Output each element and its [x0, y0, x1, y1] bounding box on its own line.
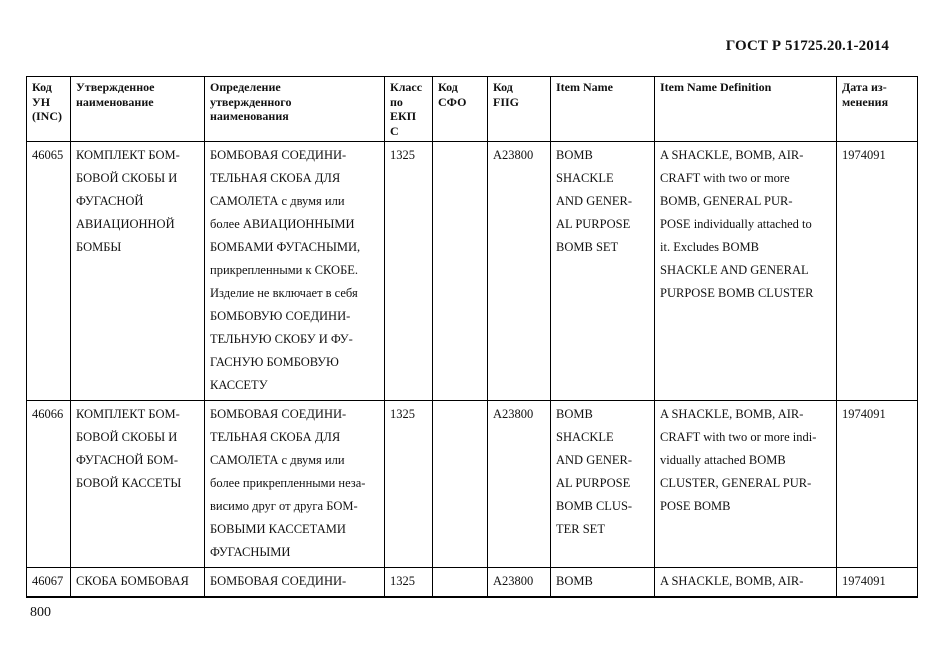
cell-approved-name: КОМПЛЕКТ БОМ- БОВОЙ СКОБЫ И ФУГАСНОЙ АВИАЦИОННОЙ БОМБЫ [71, 142, 205, 401]
table-row [27, 568, 918, 598]
cell-item-definition: A SHACKLE, BOMB, AIR- CRAFT with two or more BOMB, GENERAL PUR- POSE individually attached to it. Excludes BOMB SHACKLE AND GENERAL PURPOSE BOMB CLUSTER [655, 142, 837, 401]
cell-date: 1974091 [837, 568, 918, 598]
table-row [27, 401, 918, 568]
cell-fiig: A23800 [488, 401, 551, 568]
cell-definition: БОМБОВАЯ СОЕДИНИ- [205, 568, 385, 598]
cell-class: 1325 [385, 401, 433, 568]
cell-item-name: BOMB SHACKLE AND GENER- AL PURPOSE BOMB CLUS- TER SET [551, 401, 655, 568]
cell-approved-name: КОМПЛЕКТ БОМ- БОВОЙ СКОБЫ И ФУГАСНОЙ БОМ- БОВОЙ КАССЕТЫ [71, 401, 205, 568]
col-header-date: Дата из- менения [837, 77, 918, 142]
cell-item-definition: A SHACKLE, BOMB, AIR- [655, 568, 837, 598]
col-header-definition: Определение утвержденного наименования [205, 77, 385, 142]
cell-sfo [433, 142, 488, 401]
col-header-fiig: Код FIIG [488, 77, 551, 142]
cell-fiig: A23800 [488, 142, 551, 401]
col-header-approved-name: Утвержденное наименование [71, 77, 205, 142]
cell-class: 1325 [385, 568, 433, 598]
cell-approved-name: СКОБА БОМБОВАЯ [71, 568, 205, 598]
cell-item-name: BOMB SHACKLE AND GENER- AL PURPOSE BOMB SET [551, 142, 655, 401]
cell-item-definition: A SHACKLE, BOMB, AIR- CRAFT with two or more indi- vidually attached BOMB CLUSTER, GENERAL PUR- POSE BOMB [655, 401, 837, 568]
cell-date: 1974091 [837, 401, 918, 568]
cell-inc: 46067 [27, 568, 71, 598]
cell-date: 1974091 [837, 142, 918, 401]
cell-sfo [433, 401, 488, 568]
catalog-table [26, 76, 918, 598]
cell-definition: БОМБОВАЯ СОЕДИНИ- ТЕЛЬНАЯ СКОБА ДЛЯ САМОЛЕТА с двумя или более АВИАЦИОННЫМИ БОМБАМИ ФУГАСНЫМИ, прикрепленными к СКОБЕ. Изделие не включает в себя БОМБОВУЮ СОЕДИНИ- ТЕЛЬНУЮ СКОБУ И ФУ- ГАСНУЮ БОМБОВУЮ КАССЕТУ [205, 142, 385, 401]
col-header-class: Класс по ЕКП С [385, 77, 433, 142]
cell-sfo [433, 568, 488, 598]
table-header-row [27, 77, 918, 142]
document-code: ГОСТ Р 51725.20.1-2014 [725, 38, 889, 54]
col-header-item-name: Item Name [551, 77, 655, 142]
cell-fiig: A23800 [488, 568, 551, 598]
cell-class: 1325 [385, 142, 433, 401]
cell-definition: БОМБОВАЯ СОЕДИНИ- ТЕЛЬНАЯ СКОБА ДЛЯ САМОЛЕТА с двумя или более прикрепленными неза- висимо друг от друга БОМ- БОВЫМИ КАССЕТАМИ ФУГАСНЫМИ [205, 401, 385, 568]
page-number: 800 [30, 605, 51, 620]
cell-item-name: BOMB [551, 568, 655, 598]
col-header-sfo: Код СФО [433, 77, 488, 142]
cell-inc: 46065 [27, 142, 71, 401]
table-row [27, 142, 918, 401]
col-header-item-definition: Item Name Definition [655, 77, 837, 142]
cell-inc: 46066 [27, 401, 71, 568]
col-header-inc: Код УН (INC) [27, 77, 71, 142]
